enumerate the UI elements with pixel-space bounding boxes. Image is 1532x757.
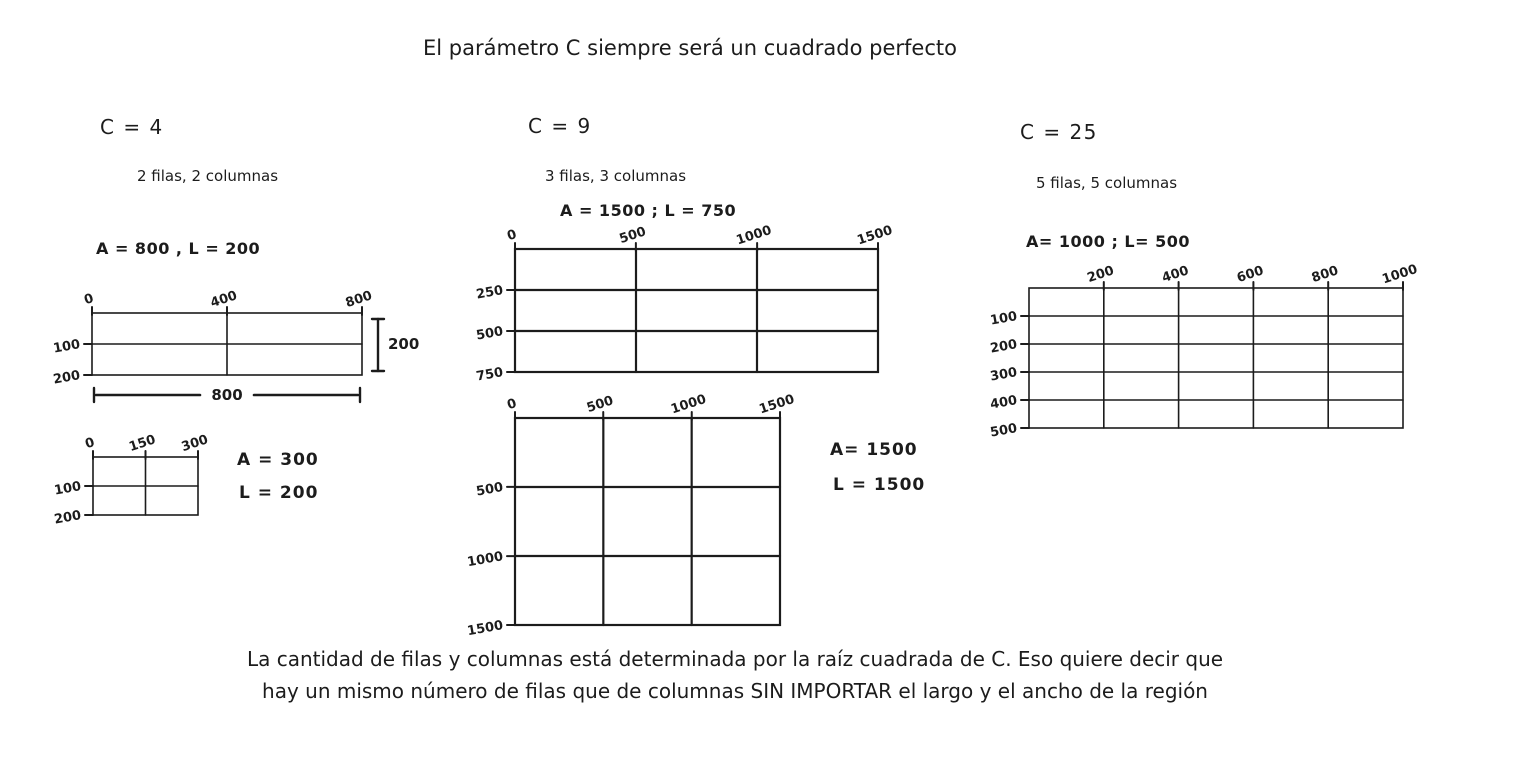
section-c4-subheading: 2 filas, 2 columnas (137, 167, 279, 185)
label-c4-small-length: L = 200 (239, 483, 319, 503)
grid-drawing (467, 219, 895, 385)
svg-text:200: 200 (52, 368, 82, 388)
footer-line-2: hay un mismo número de filas que de columnas SIN IMPORTAR el largo y el ancho de la región (262, 679, 1208, 703)
grid-c9-square (466, 388, 797, 640)
section-c9-subheading: 3 filas, 3 columnas (545, 167, 687, 185)
label-c4-small-area: A = 300 (237, 450, 319, 470)
grid-drawing (44, 283, 426, 417)
grid-c4-small (45, 427, 210, 527)
svg-text:0: 0 (82, 291, 96, 309)
svg-text:0: 0 (505, 227, 519, 245)
svg-text:1000: 1000 (1380, 261, 1420, 288)
svg-text:100: 100 (52, 337, 82, 357)
grid-drawing (466, 388, 797, 640)
section-c9-heading: C = 9 (528, 114, 592, 138)
section-c25-heading: C = 25 (1020, 120, 1098, 144)
section-c9-param-label: A = 1500 ; L = 750 (560, 201, 737, 220)
grid-drawing (45, 427, 210, 527)
svg-text:200: 200 (1085, 263, 1116, 286)
svg-text:800: 800 (1309, 263, 1341, 286)
svg-text:500: 500 (475, 480, 505, 500)
grid-c25 (981, 258, 1420, 441)
svg-text:300: 300 (179, 432, 211, 455)
footer-note (150, 643, 1320, 707)
svg-text:1500: 1500 (757, 391, 797, 418)
label-c9-square-area: A= 1500 (830, 440, 918, 460)
svg-text:150: 150 (127, 432, 158, 455)
svg-text:1000: 1000 (734, 222, 774, 249)
svg-text:800: 800 (211, 386, 243, 404)
svg-text:750: 750 (475, 365, 505, 385)
svg-text:0: 0 (83, 435, 97, 453)
svg-text:600: 600 (1235, 263, 1266, 286)
svg-text:500: 500 (584, 393, 616, 416)
svg-text:250: 250 (475, 283, 505, 303)
svg-text:400: 400 (208, 288, 240, 311)
svg-text:0: 0 (505, 396, 519, 414)
label-c9-square-length: L = 1500 (833, 475, 926, 495)
page-title: El parámetro C siempre será un cuadrado perfecto (423, 36, 957, 60)
svg-text:200: 200 (53, 508, 83, 528)
svg-text:500: 500 (989, 421, 1019, 441)
section-c25-param-label: A= 1000 ; L= 500 (1026, 232, 1190, 251)
svg-text:500: 500 (617, 224, 649, 247)
svg-text:1500: 1500 (466, 618, 505, 640)
svg-text:300: 300 (989, 365, 1019, 385)
svg-text:200: 200 (388, 335, 420, 353)
svg-text:400: 400 (989, 393, 1019, 413)
grid-drawing (981, 258, 1420, 441)
section-c4-param-label: A = 800 , L = 200 (96, 239, 261, 258)
section-c25-subheading: 5 filas, 5 columnas (1036, 174, 1178, 192)
svg-text:800: 800 (343, 288, 375, 311)
svg-text:100: 100 (53, 479, 83, 499)
svg-text:400: 400 (1160, 263, 1191, 286)
grid-c4-main (44, 283, 426, 417)
svg-text:1000: 1000 (669, 391, 709, 418)
grid-c9-wide (467, 219, 895, 385)
section-c4-heading: C = 4 (100, 115, 164, 139)
svg-text:100: 100 (989, 309, 1019, 329)
svg-text:1500: 1500 (855, 222, 895, 249)
svg-text:500: 500 (475, 324, 505, 344)
svg-text:1000: 1000 (466, 549, 505, 571)
svg-text:200: 200 (989, 337, 1019, 357)
footer-line-1: La cantidad de filas y columnas está determinada por la raíz cuadrada de C. Eso quiere decir que (246, 647, 1224, 671)
